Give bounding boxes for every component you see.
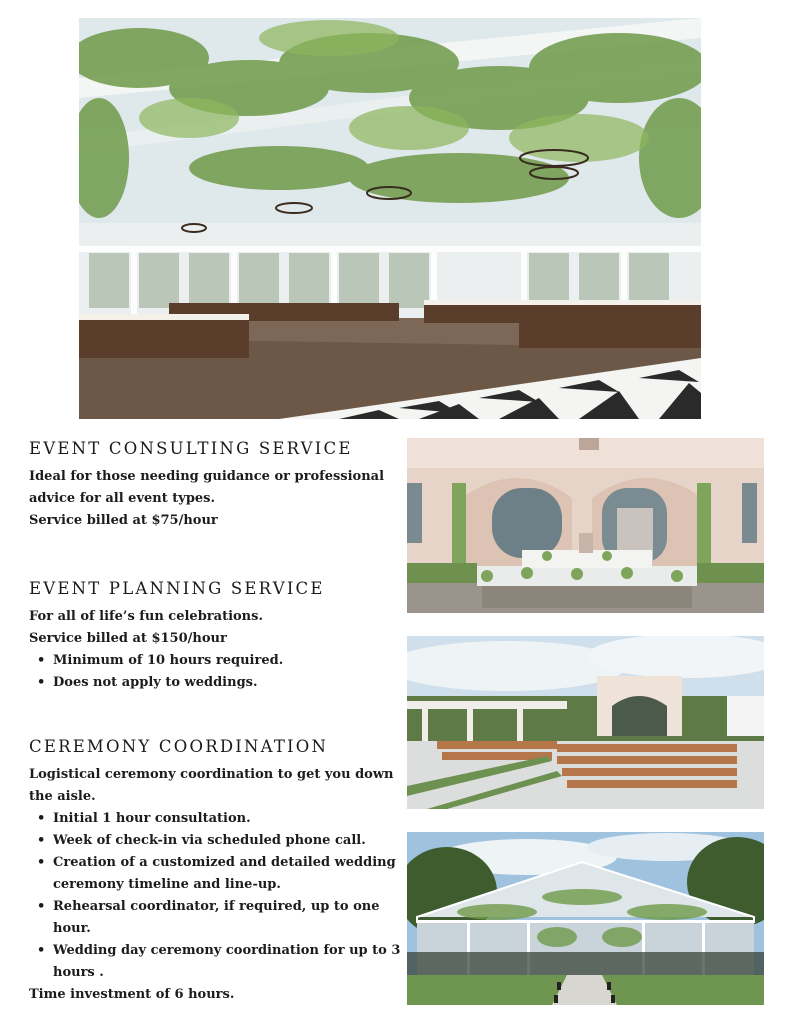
time-investment: Time investment of 6 hours. [29,987,235,1002]
section-heading: EVENT PLANNING SERVICE [29,579,325,598]
list-item: • Creation of a customized and detailed wedding ceremony timeline and line-up. [29,852,404,896]
bullet-icon: • [37,855,46,870]
list-item: • Rehearsal coordinator, if required, up to one hour. [29,896,404,940]
clear-tent-exterior-photo [407,832,764,1005]
ceremony-coordination-section [29,736,404,1006]
tent-reception-interior-photo [79,18,701,419]
list-item: • Minimum of 10 hours required. [29,650,404,672]
bullet-list [29,808,404,984]
service-rate: Service billed at $150/hour [29,631,227,646]
bullet-icon: • [37,811,46,826]
bullet-icon: • [37,943,46,958]
list-item: • Week of check-in via scheduled phone call. [29,830,404,852]
bullet-icon: • [37,833,46,848]
service-description: For all of life’s fun celebrations. [29,609,263,624]
bullet-icon: • [37,653,46,668]
event-planning-section [29,578,404,694]
outdoor-ceremony-chairs-photo [407,636,764,809]
event-consulting-section [29,438,404,532]
bullet-icon: • [37,899,46,914]
list-item: • Does not apply to weddings. [29,672,404,694]
list-item: • Wedding day ceremony coordination for up to 3 hours . [29,940,404,984]
service-rate: Service billed at $75/hour [29,513,218,528]
service-description: Logistical ceremony coordination to get you down the aisle. [29,767,394,804]
list-item: • Initial 1 hour consultation. [29,808,404,830]
section-heading: EVENT CONSULTING SERVICE [29,439,353,458]
bullet-icon: • [37,675,46,690]
venue-facade-fountain-photo [407,438,764,613]
section-heading: CEREMONY COORDINATION [29,737,329,756]
service-description: Ideal for those needing guidance or professional advice for all event types. [29,469,385,506]
bullet-list [29,650,404,694]
